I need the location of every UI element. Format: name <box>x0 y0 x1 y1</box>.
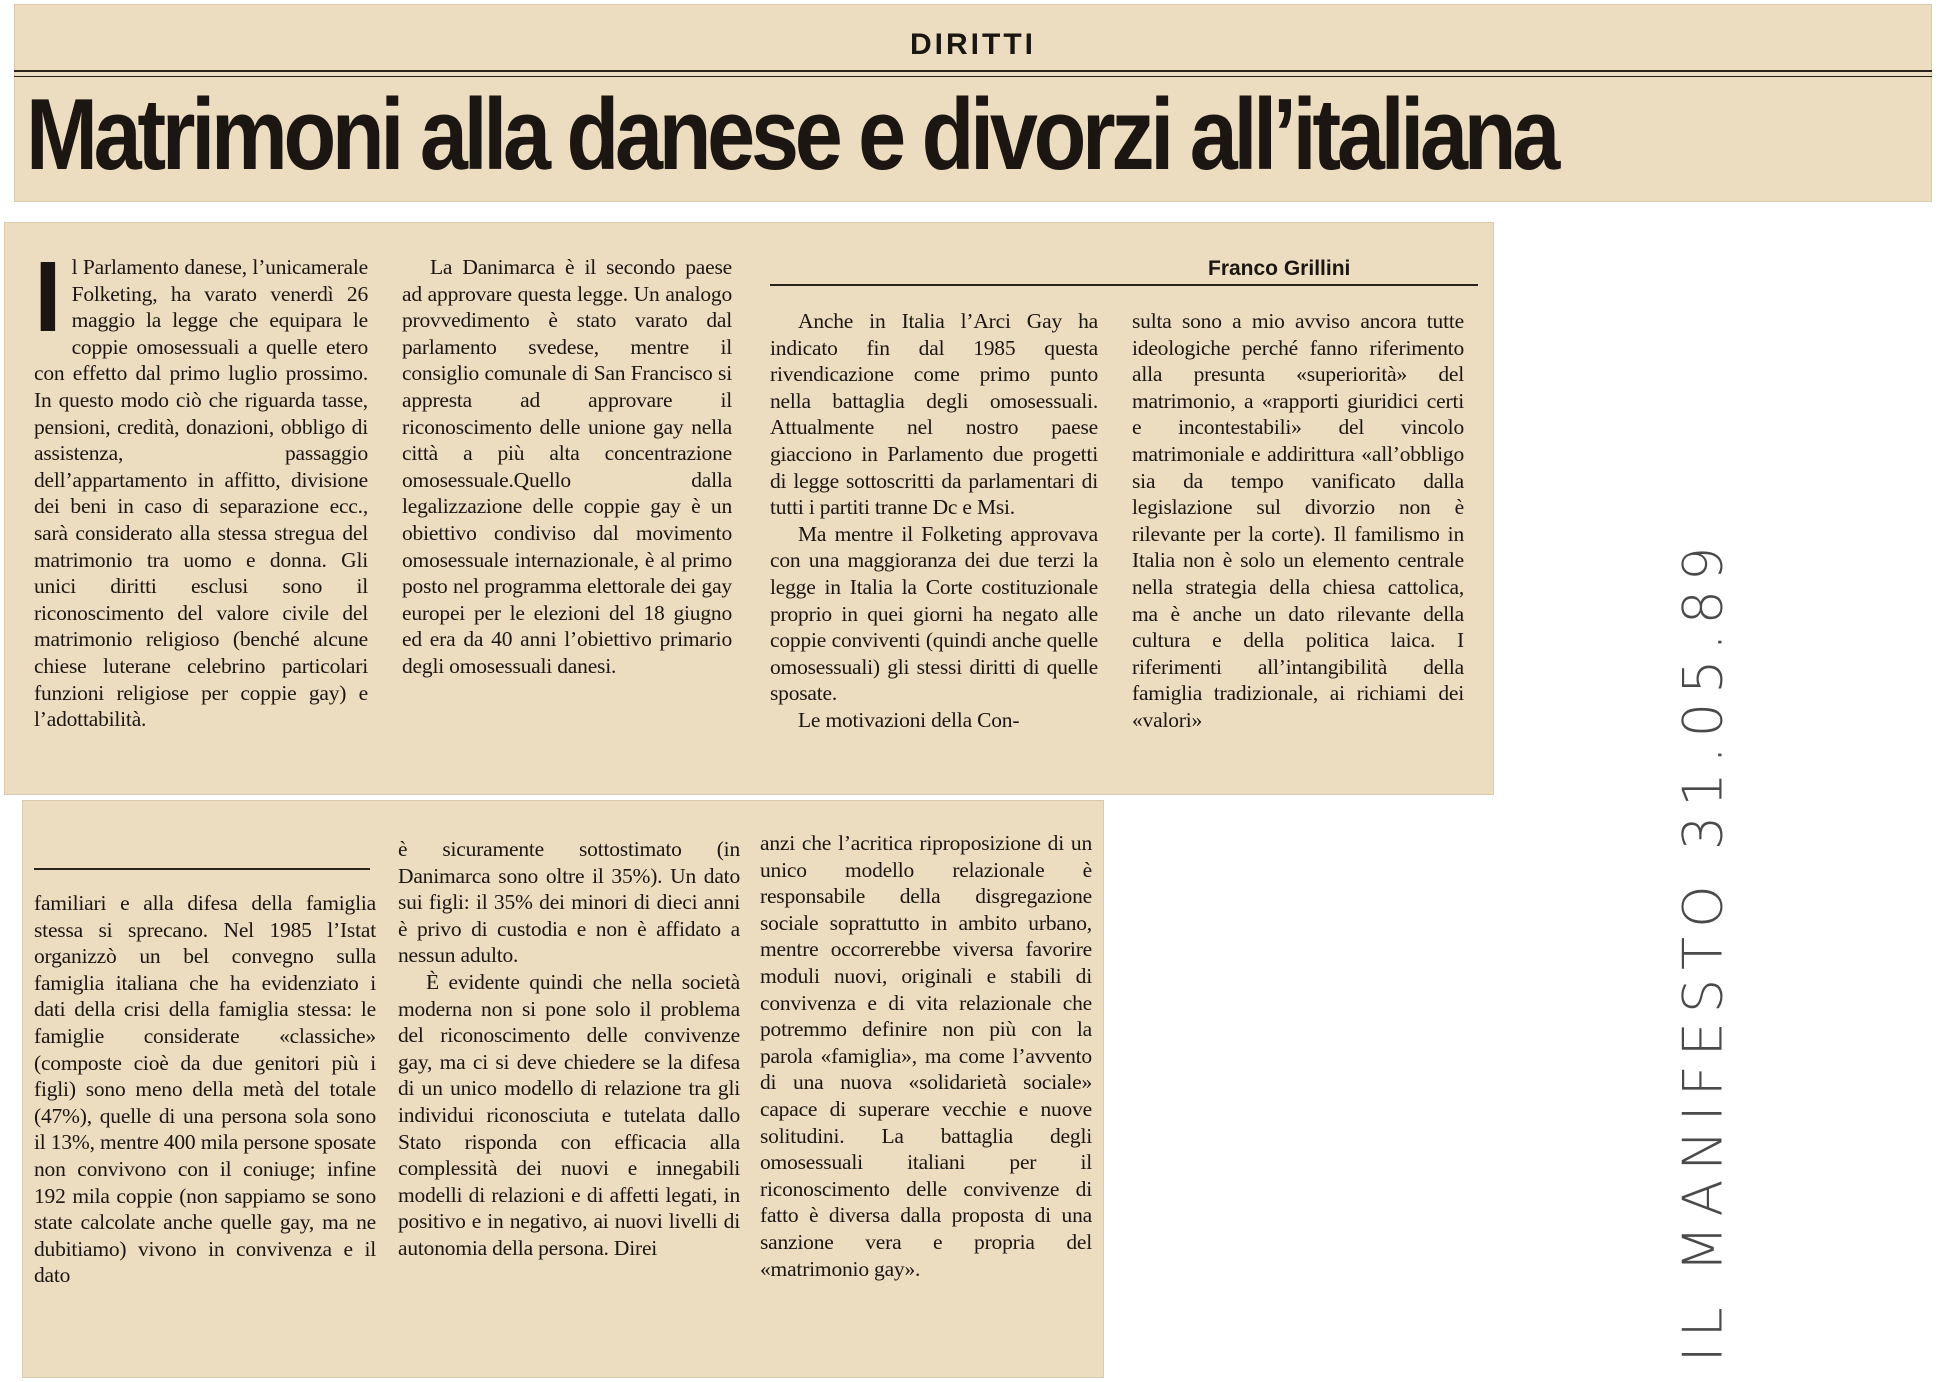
article-column-7 <box>760 830 1092 1282</box>
headline: Matrimoni alla danese e divorzi all’italiana <box>26 79 1556 191</box>
drop-cap: I <box>34 241 62 353</box>
header-rule-bottom <box>14 76 1932 77</box>
article-clipping-lower <box>22 800 1104 1378</box>
header-clipping <box>14 4 1932 202</box>
article-paragraph: familiari e alla difesa della famiglia stessa si sprecano. Nel 1985 l’Istat organizzò un bel convegno sulla famiglia italiana che ha evidenziato i dati della crisi della famiglia stessa: le famiglie considerate «classiche» (composte cioè da due genitori più i figli) sono meno della metà del totale (47%), quelle di una persona sola sono il 13%, mentre 400 mila persone sposate non convivono con il coniuge; infine 192 mila coppie (non sappiamo se sono state calcolate anche quelle gay, ma ne dubitiamo) vivono in convivenza e il dato <box>34 891 376 1288</box>
article-paragraph: sulta sono a mio avviso ancora tutte ideologiche perché fanno riferimento alla presunta «superiorità» del matrimonio, a «rapporti giuridici certi e incontestabili» del vincolo matrimoniale e addirittura «all’obbligo sia da tempo vanificato dalla legislazione sul divorzio non è rilevante per la corte). Il familismo in Italia non è solo un elemento centrale nella strategia della chiesa cattolica, ma è anche un dato rilevante della cultura e della politica laica. I riferimenti all’intangibilità della famiglia tradizionale, ai richiami dei «valori» <box>1132 309 1464 732</box>
article-column-6 <box>398 836 740 1262</box>
article-paragraph: Le motivazioni della Con- <box>798 707 1020 732</box>
column-rule-lower <box>34 868 370 870</box>
article-column-4 <box>1132 308 1464 734</box>
article-paragraph: anzi che l’acritica riproposizione di un unico modello relazionale è responsabile della disgregazione sociale soprattutto in ambito urbano, mentre occorrerebbe viversa favorire moduli nuovi, originali e stabili di convivenza e di vita relazionale che potremmo definire non più con la parola «famiglia», ma come l’avvento di una nuova «solidarietà sociale» capace di superare vecchie e nuove solitudini. La battaglia degli omosessuali italiani per il riconoscimento delle convivenze di fatto è diversa dalla proposta di una sanzione vera e propria del «matrimonio gay». <box>760 831 1092 1281</box>
article-column-3 <box>770 308 1098 734</box>
byline: Franco Grillini <box>1208 257 1351 280</box>
section-label: DIRITTI <box>910 28 1036 61</box>
article-paragraph: È evidente quindi che nella società moderna non si pone solo il problema del riconoscimento delle convivenze gay, ma ci si deve chiedere se la difesa di un unico modello di relazione tra gli individui riconosciuta e tutelata dallo Stato risponda con efficacia alla complessità dei nuovi e innegabili modelli di relazioni e di affetti legati, in positivo e in negativo, ai nuovi livelli di autonomia della persona. Direi <box>398 969 740 1260</box>
article-clipping-upper <box>4 222 1494 795</box>
article-paragraph: Il Parlamento danese, l’unicamerale Folketing, ha varato venerdì 26 maggio la legge che equipara le coppie omosessuali a quelle etero con effetto dal primo luglio prossimo. In questo modo ciò che riguarda tasse, pensioni, credità, donazioni, obbligo di assistenza, passaggio dell’appartamento in affitto, divisione dei beni in caso di separazione ecc., sarà considerato alla stessa stregua del matrimonio tra uomo e donna. Gli unici diritti esclusi sono il riconoscimento del valore civile del matrimonio religioso (benché alcune chiese luterane celebrino particolari funzioni religiose per coppie gay) e l’adottabilità. <box>34 241 368 732</box>
article-paragraph: è sicuramente sottostimato (in Danimarca sono oltre il 35%). Un dato sui figli: il 35% dei minori di dieci anni è privo di custodia e non è affidato a nessun adulto. <box>398 837 740 968</box>
handwritten-source-note: IL MANIFESTO 31.05.89 <box>1671 537 1735 1363</box>
article-paragraph: Ma mentre il Folketing approvava con una maggioranza dei due terzi la legge in Italia la Corte costituzionale proprio in quei giorni ha negato alle coppie conviventi (quindi anche quelle omosessuali) gli stessi diritti di quelle sposate. <box>770 521 1098 706</box>
byline-rule <box>770 284 1478 286</box>
article-paragraph: La Danimarca è il secondo paese ad approvare questa legge. Un analogo provvedimento è stato varato dal parlamento svedese, mentre il consiglio comunale di San Francisco si appresta ad approvare il riconoscimento delle unione gay nella città a più alta concentrazione omosessuale.Quello dalla legalizzazione delle coppie gay è un obiettivo condiviso dal movimento omosessuale internazionale, è al primo posto nel programma elettorale dei gay europei per le elezioni del 18 giugno ed era da 40 anni l’obiettivo primario degli omosessuali danesi. <box>402 255 732 678</box>
article-column-5 <box>34 890 376 1289</box>
header-rule-top <box>14 70 1932 72</box>
article-column-1 <box>34 241 368 733</box>
article-paragraph: Anche in Italia l’Arci Gay ha indicato fin dal 1985 questa rivendicazione come primo punto nella battaglia degli omosessuali. Attualmente nel nostro paese giacciono in Parlamento due progetti di legge sottoscritti da parlamentari di tutti i partiti tranne Dc e Msi. <box>770 309 1098 520</box>
article-column-2 <box>402 254 732 680</box>
